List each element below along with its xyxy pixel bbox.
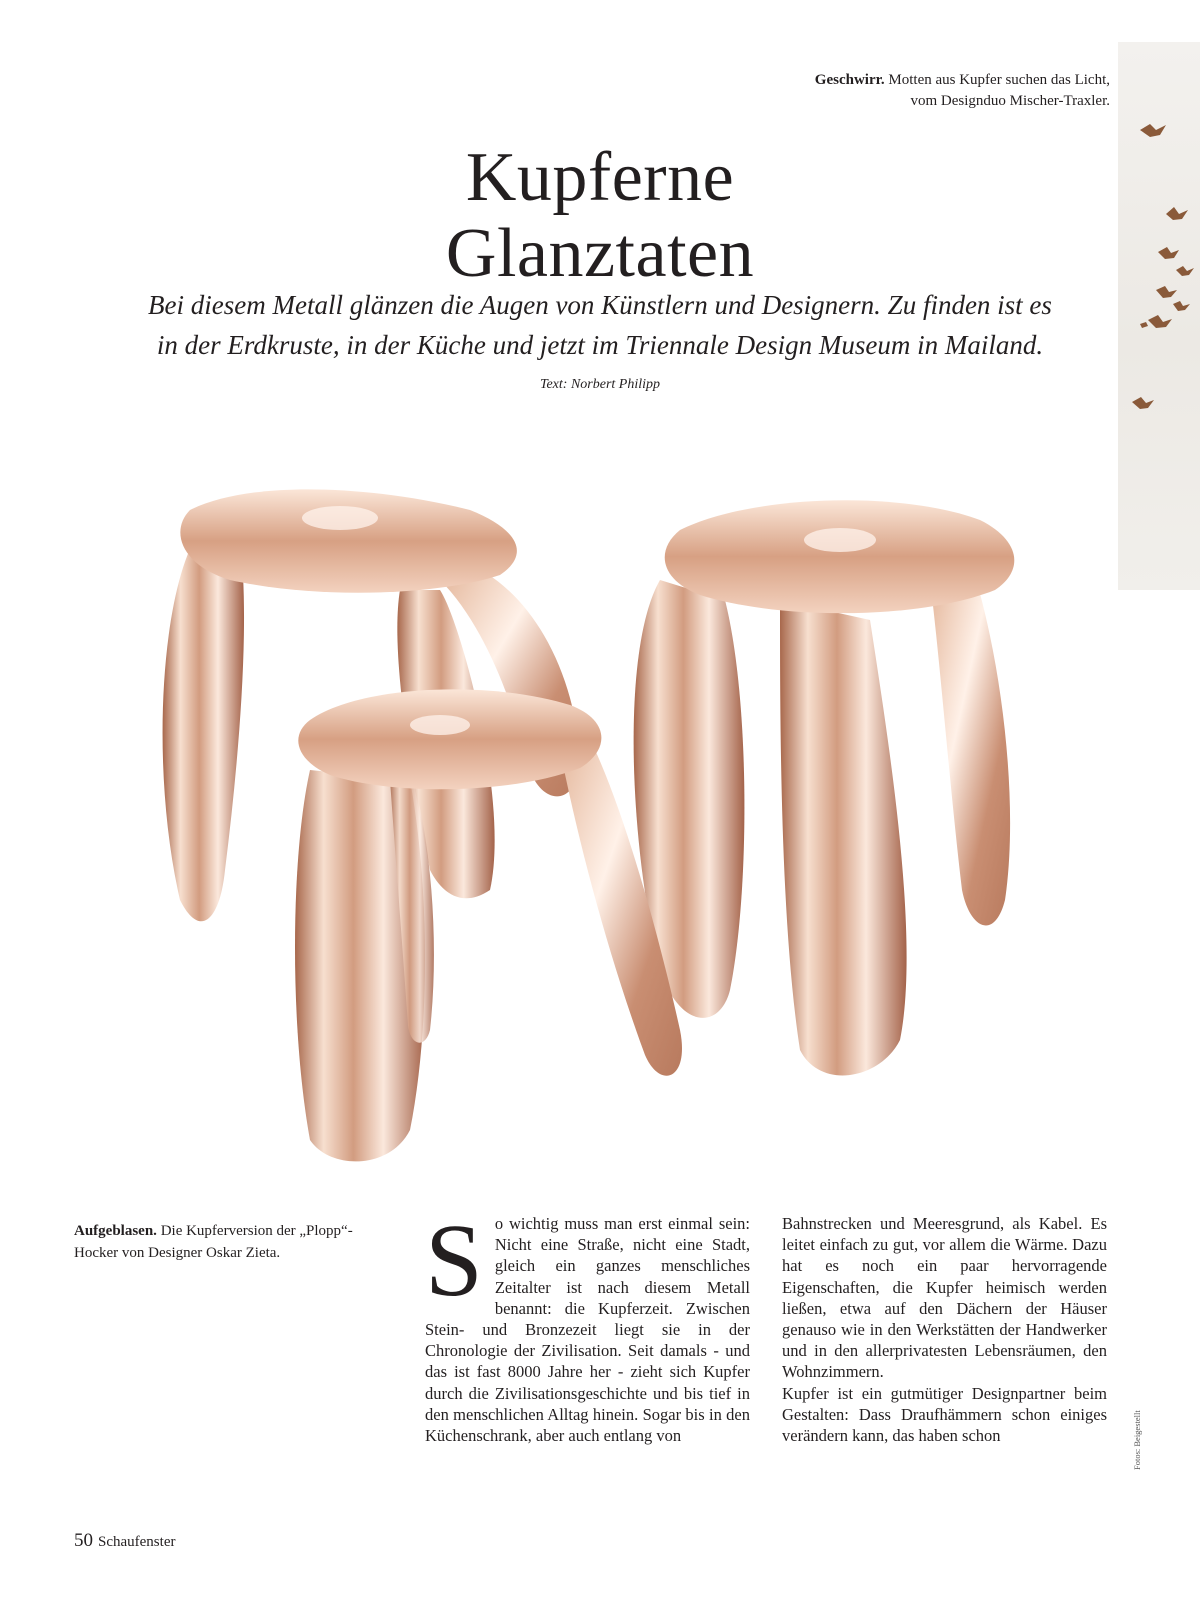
body-column-1 <box>425 1203 750 1446</box>
publication-name: Schaufenster <box>98 1534 176 1550</box>
headline-line-2: Glanztaten <box>445 215 755 292</box>
stool-back-right <box>634 500 1015 1075</box>
stools-caption-text: Die Kupferversion der „Plopp“-Hocker von Designer Oskar Zieta. <box>74 1223 353 1261</box>
copper-stools-photo <box>140 470 1040 1170</box>
folio <box>74 1530 175 1552</box>
body-column-2-paragraph-2: Kupfer ist ein gutmütiger Designpartner beim Gestalten: Dass Draufhämmern schon einiges verändern kann, das haben schon <box>782 1383 1107 1446</box>
top-photo-caption <box>790 70 1110 112</box>
stool-front <box>295 689 682 1161</box>
photo-credit: Fotos: Beigestellt <box>1132 1410 1142 1470</box>
page-number: 50 <box>74 1530 93 1551</box>
top-caption-text: Motten aus Kupfer suchen das Licht, vom Designduo Mischer-Traxler. <box>884 72 1110 109</box>
body-column-1-text: o wichtig muss man erst einmal sein: Nicht eine Straße, nicht eine Stadt, gleich ein ganzes menschliches Zeitalter ist nach diesem Metall benannt: die Kupferzeit. Zwischen Stein- und Bronzezeit liegt sie in der Chronologie der Zivilisation. Seit damals - und das ist fast 8000 Jahre her - zieht sich Kupfer durch die Zivilisationsgeschichte und bis tief in den menschlichen Alltag hinein. Sogar bis in den Küchenschrank, aber auch entlang von <box>425 1214 750 1446</box>
body-column-2 <box>782 1213 1107 1446</box>
byline: Text: Norbert Philipp <box>539 377 661 392</box>
headline <box>250 140 950 292</box>
headline-line-1: Kupferne <box>465 139 735 216</box>
stools-photo-caption <box>74 1220 374 1264</box>
body-column-2-paragraph-1: Bahnstrecken und Meeresgrund, als Kabel. Es leitet einfach zu gut, vor allem die Wärme. Dazu hat es noch ein paar hervorragende Eigenschaften, die Kupfer heimisch werden ließen, etwa auf den Dächern der Häuser genauso wie in den Werkstätten der Handwerker und in den allerprivatesten Lebensräumen, den Wohnzimmern. <box>782 1214 1107 1382</box>
lead-line-2: in der Erdkruste, in der Küche und jetzt im Triennale Design Museum in Mailand. <box>156 330 1044 360</box>
lead-line-1: Bei diesem Metall glänzen die Augen von Künstlern und Designern. Zu finden ist es <box>148 290 1052 320</box>
lead-paragraph <box>60 285 1140 365</box>
stools-caption-lead: Aufgeblasen. <box>74 1223 157 1239</box>
drop-cap: S <box>425 1203 483 1318</box>
top-caption-lead: Geschwirr. <box>814 72 885 88</box>
